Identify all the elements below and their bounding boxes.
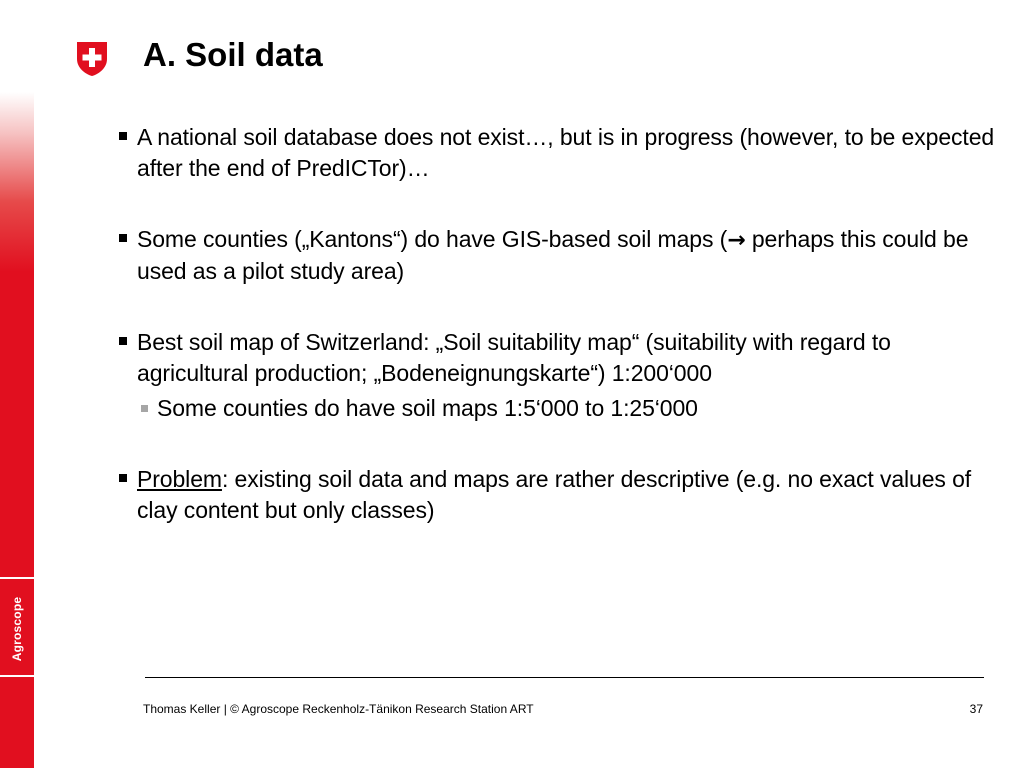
square-bullet-icon	[119, 132, 127, 140]
brand-label: Agroscope	[10, 596, 24, 662]
bullet-text: Best soil map of Switzerland: „Soil suitability map“ (suitability with regard to agricultural production; „Bodeneignungskarte“) 1:200‘000	[137, 329, 891, 386]
square-sub-bullet-icon	[141, 405, 148, 412]
sub-bullet-item	[139, 393, 997, 424]
bullet-text: : existing soil data and maps are rather descriptive (e.g. no exact values of clay content but only classes)	[137, 466, 972, 523]
right-arrow-icon: →	[727, 228, 746, 253]
bullet-text-continued: perhaps this could be used as a pilot study area)	[137, 226, 969, 284]
bullet-text: Some counties („Kantons“) do have GIS-based soil maps (	[137, 226, 728, 252]
bullet-list	[117, 122, 997, 526]
square-bullet-icon	[119, 337, 127, 345]
square-bullet-icon	[119, 474, 127, 482]
slide-title: A. Soil data	[143, 36, 323, 73]
bullet-item	[117, 327, 997, 389]
swiss-cross-shield-icon	[76, 41, 108, 77]
bullet-item	[117, 464, 997, 526]
sub-bullet-text: Some counties do have soil maps 1:5‘000 to 1:25‘000	[157, 395, 698, 421]
bullet-text: A national soil database does not exist…, but is in progress (however, to be expected after the end of PredICTor)…	[137, 124, 995, 181]
page-number: 37	[969, 702, 983, 716]
footer-divider	[145, 677, 984, 678]
agroscope-brand-box	[0, 577, 34, 677]
problem-label: Problem	[137, 466, 222, 492]
square-bullet-icon	[119, 234, 127, 242]
bullet-item	[117, 224, 997, 287]
bullet-item	[117, 122, 997, 184]
footer-credit: Thomas Keller | © Agroscope Reckenholz-Tänikon Research Station ART	[143, 702, 534, 716]
